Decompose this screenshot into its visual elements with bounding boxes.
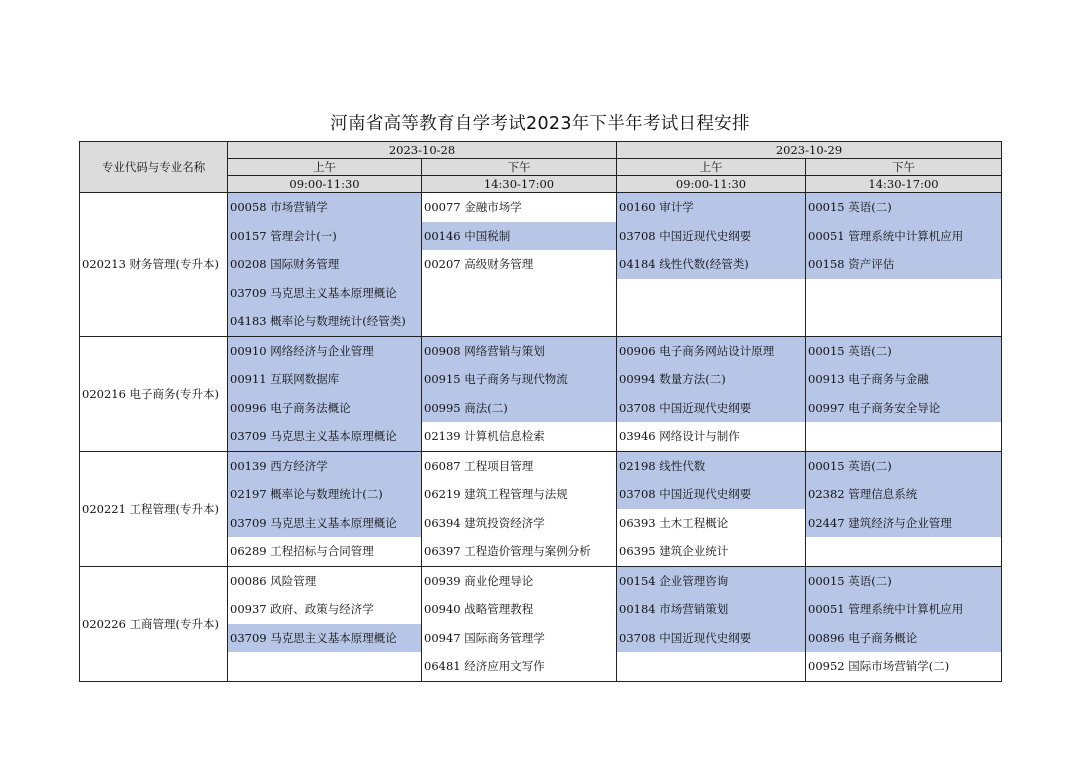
course-entry: 00208 国际财务管理 xyxy=(228,250,421,279)
course-entry: 00995 商法(二) xyxy=(422,394,616,423)
course-entry: 00146 中国税制 xyxy=(422,222,616,251)
course-entry: 06219 建筑工程管理与法规 xyxy=(424,487,568,501)
session-cell xyxy=(228,566,422,681)
course-entry: 00207 高级财务管理 xyxy=(424,257,534,271)
session-cell xyxy=(806,566,1002,681)
major-row xyxy=(80,193,1002,337)
course-entry: 00908 网络营销与策划 xyxy=(422,337,616,366)
course-entry: 03946 网络设计与制作 xyxy=(619,429,740,443)
session-cell xyxy=(228,193,422,337)
course-entry: 03708 中国近现代史纲要 xyxy=(617,624,805,653)
course-entry: 03708 中国近现代史纲要 xyxy=(617,222,805,251)
course-entry: 06397 工程造价管理与案例分析 xyxy=(424,544,591,558)
course-entry: 03708 中国近现代史纲要 xyxy=(617,480,805,509)
course-entry: 00910 网络经济与企业管理 xyxy=(228,337,421,366)
course-entry: 02197 概率论与数理统计(二) xyxy=(228,480,421,509)
exam-schedule-table xyxy=(79,141,1002,682)
session-cell xyxy=(422,193,617,337)
session-cell xyxy=(617,193,806,337)
date-header-2: 2023-10-29 xyxy=(617,142,1002,159)
course-entry: 00051 管理系统中计算机应用 xyxy=(806,595,1001,624)
course-entry: 00160 审计学 xyxy=(617,193,805,222)
session-cell xyxy=(617,336,806,451)
course-entry: 02447 建筑经济与企业管理 xyxy=(806,509,1001,538)
course-entry: 03709 马克思主义基本原理概论 xyxy=(228,509,421,538)
course-entry: 00997 电子商务安全导论 xyxy=(806,394,1001,423)
course-entry: 00015 英语(二) xyxy=(806,337,1001,366)
course-entry: 00015 英语(二) xyxy=(806,567,1001,596)
course-entry: 06394 建筑投资经济学 xyxy=(424,515,545,530)
course-entry: 00937 政府、政策与经济学 xyxy=(230,602,374,616)
course-entry: 02139 计算机信息检索 xyxy=(424,429,545,443)
time-header-pm: 14:30-17:00 xyxy=(422,176,617,193)
session-cell xyxy=(617,451,806,566)
course-entry: 00896 电子商务概论 xyxy=(806,624,1001,653)
session-cell xyxy=(422,566,617,681)
course-entry: 00158 资产评估 xyxy=(806,250,1001,279)
course-entry: 00086 风险管理 xyxy=(230,573,317,588)
course-entry: 00906 电子商务网站设计原理 xyxy=(617,337,805,366)
course-entry: 00154 企业管理咨询 xyxy=(617,567,805,596)
session-cell xyxy=(806,336,1002,451)
course-entry: 00940 战略管理教程 xyxy=(424,602,534,616)
major-name-cell: 020216 电子商务(专升本) xyxy=(80,336,228,451)
page-title: 河南省高等教育自学考试2023年下半年考试日程安排 xyxy=(330,114,750,134)
time-header-am: 09:00-11:30 xyxy=(228,176,422,193)
course-entry: 00077 金融市场学 xyxy=(424,200,522,214)
course-entry: 00184 市场营销策划 xyxy=(617,595,805,624)
course-entry: 03709 马克思主义基本原理概论 xyxy=(228,624,421,653)
major-name-cell: 020221 工程管理(专升本) xyxy=(80,451,228,566)
session-cell xyxy=(422,336,617,451)
major-name-cell: 020226 工商管理(专升本) xyxy=(80,566,228,681)
course-entry: 00911 互联网数据库 xyxy=(228,365,421,394)
schedule-body xyxy=(80,193,1002,682)
session-header-am: 上午 xyxy=(617,159,806,176)
date-header-1: 2023-10-28 xyxy=(228,142,617,159)
session-cell xyxy=(228,451,422,566)
major-column-header: 专业代码与专业名称 xyxy=(80,142,228,193)
course-entry: 00051 管理系统中计算机应用 xyxy=(806,222,1001,251)
course-entry: 00952 国际市场营销学(二) xyxy=(808,659,950,673)
course-entry: 00058 市场营销学 xyxy=(228,193,421,222)
course-entry: 03708 中国近现代史纲要 xyxy=(617,394,805,423)
course-entry: 06481 经济应用文写作 xyxy=(424,659,545,673)
course-entry: 00996 电子商务法概论 xyxy=(228,394,421,423)
time-header-am: 09:00-11:30 xyxy=(617,176,806,193)
session-cell xyxy=(806,193,1002,337)
session-cell xyxy=(617,566,806,681)
course-entry: 02382 管理信息系统 xyxy=(806,480,1001,509)
session-header-pm: 下午 xyxy=(422,159,617,176)
course-entry: 00994 数量方法(二) xyxy=(617,365,805,394)
course-entry: 00947 国际商务管理学 xyxy=(424,630,545,645)
time-header-pm: 14:30-17:00 xyxy=(806,176,1002,193)
course-entry: 00015 英语(二) xyxy=(806,452,1001,481)
course-entry: 00015 英语(二) xyxy=(806,193,1001,222)
course-entry: 02198 线性代数 xyxy=(617,452,805,481)
session-cell xyxy=(228,336,422,451)
session-header-pm: 下午 xyxy=(806,159,1002,176)
course-entry: 00939 商业伦理导论 xyxy=(424,573,534,588)
course-entry: 06393 土木工程概论 xyxy=(619,515,729,530)
session-cell xyxy=(806,451,1002,566)
course-entry: 04183 概率论与数理统计(经管类) xyxy=(228,307,421,336)
course-entry: 00139 西方经济学 xyxy=(228,452,421,481)
course-entry: 00915 电子商务与现代物流 xyxy=(422,365,616,394)
course-entry: 04184 线性代数(经管类) xyxy=(617,250,805,279)
major-row xyxy=(80,451,1002,566)
course-entry: 03709 马克思主义基本原理概论 xyxy=(228,279,421,308)
course-entry: 00157 管理会计(一) xyxy=(228,222,421,251)
course-entry: 06289 工程招标与合同管理 xyxy=(230,544,374,558)
session-header-am: 上午 xyxy=(228,159,422,176)
course-entry: 06087 工程项目管理 xyxy=(424,458,534,473)
major-name-cell: 020213 财务管理(专升本) xyxy=(80,193,228,337)
course-entry: 03709 马克思主义基本原理概论 xyxy=(228,422,421,451)
course-entry: 00913 电子商务与金融 xyxy=(806,365,1001,394)
major-row xyxy=(80,566,1002,681)
course-entry: 06395 建筑企业统计 xyxy=(619,544,729,558)
session-cell xyxy=(422,451,617,566)
major-row xyxy=(80,336,1002,451)
